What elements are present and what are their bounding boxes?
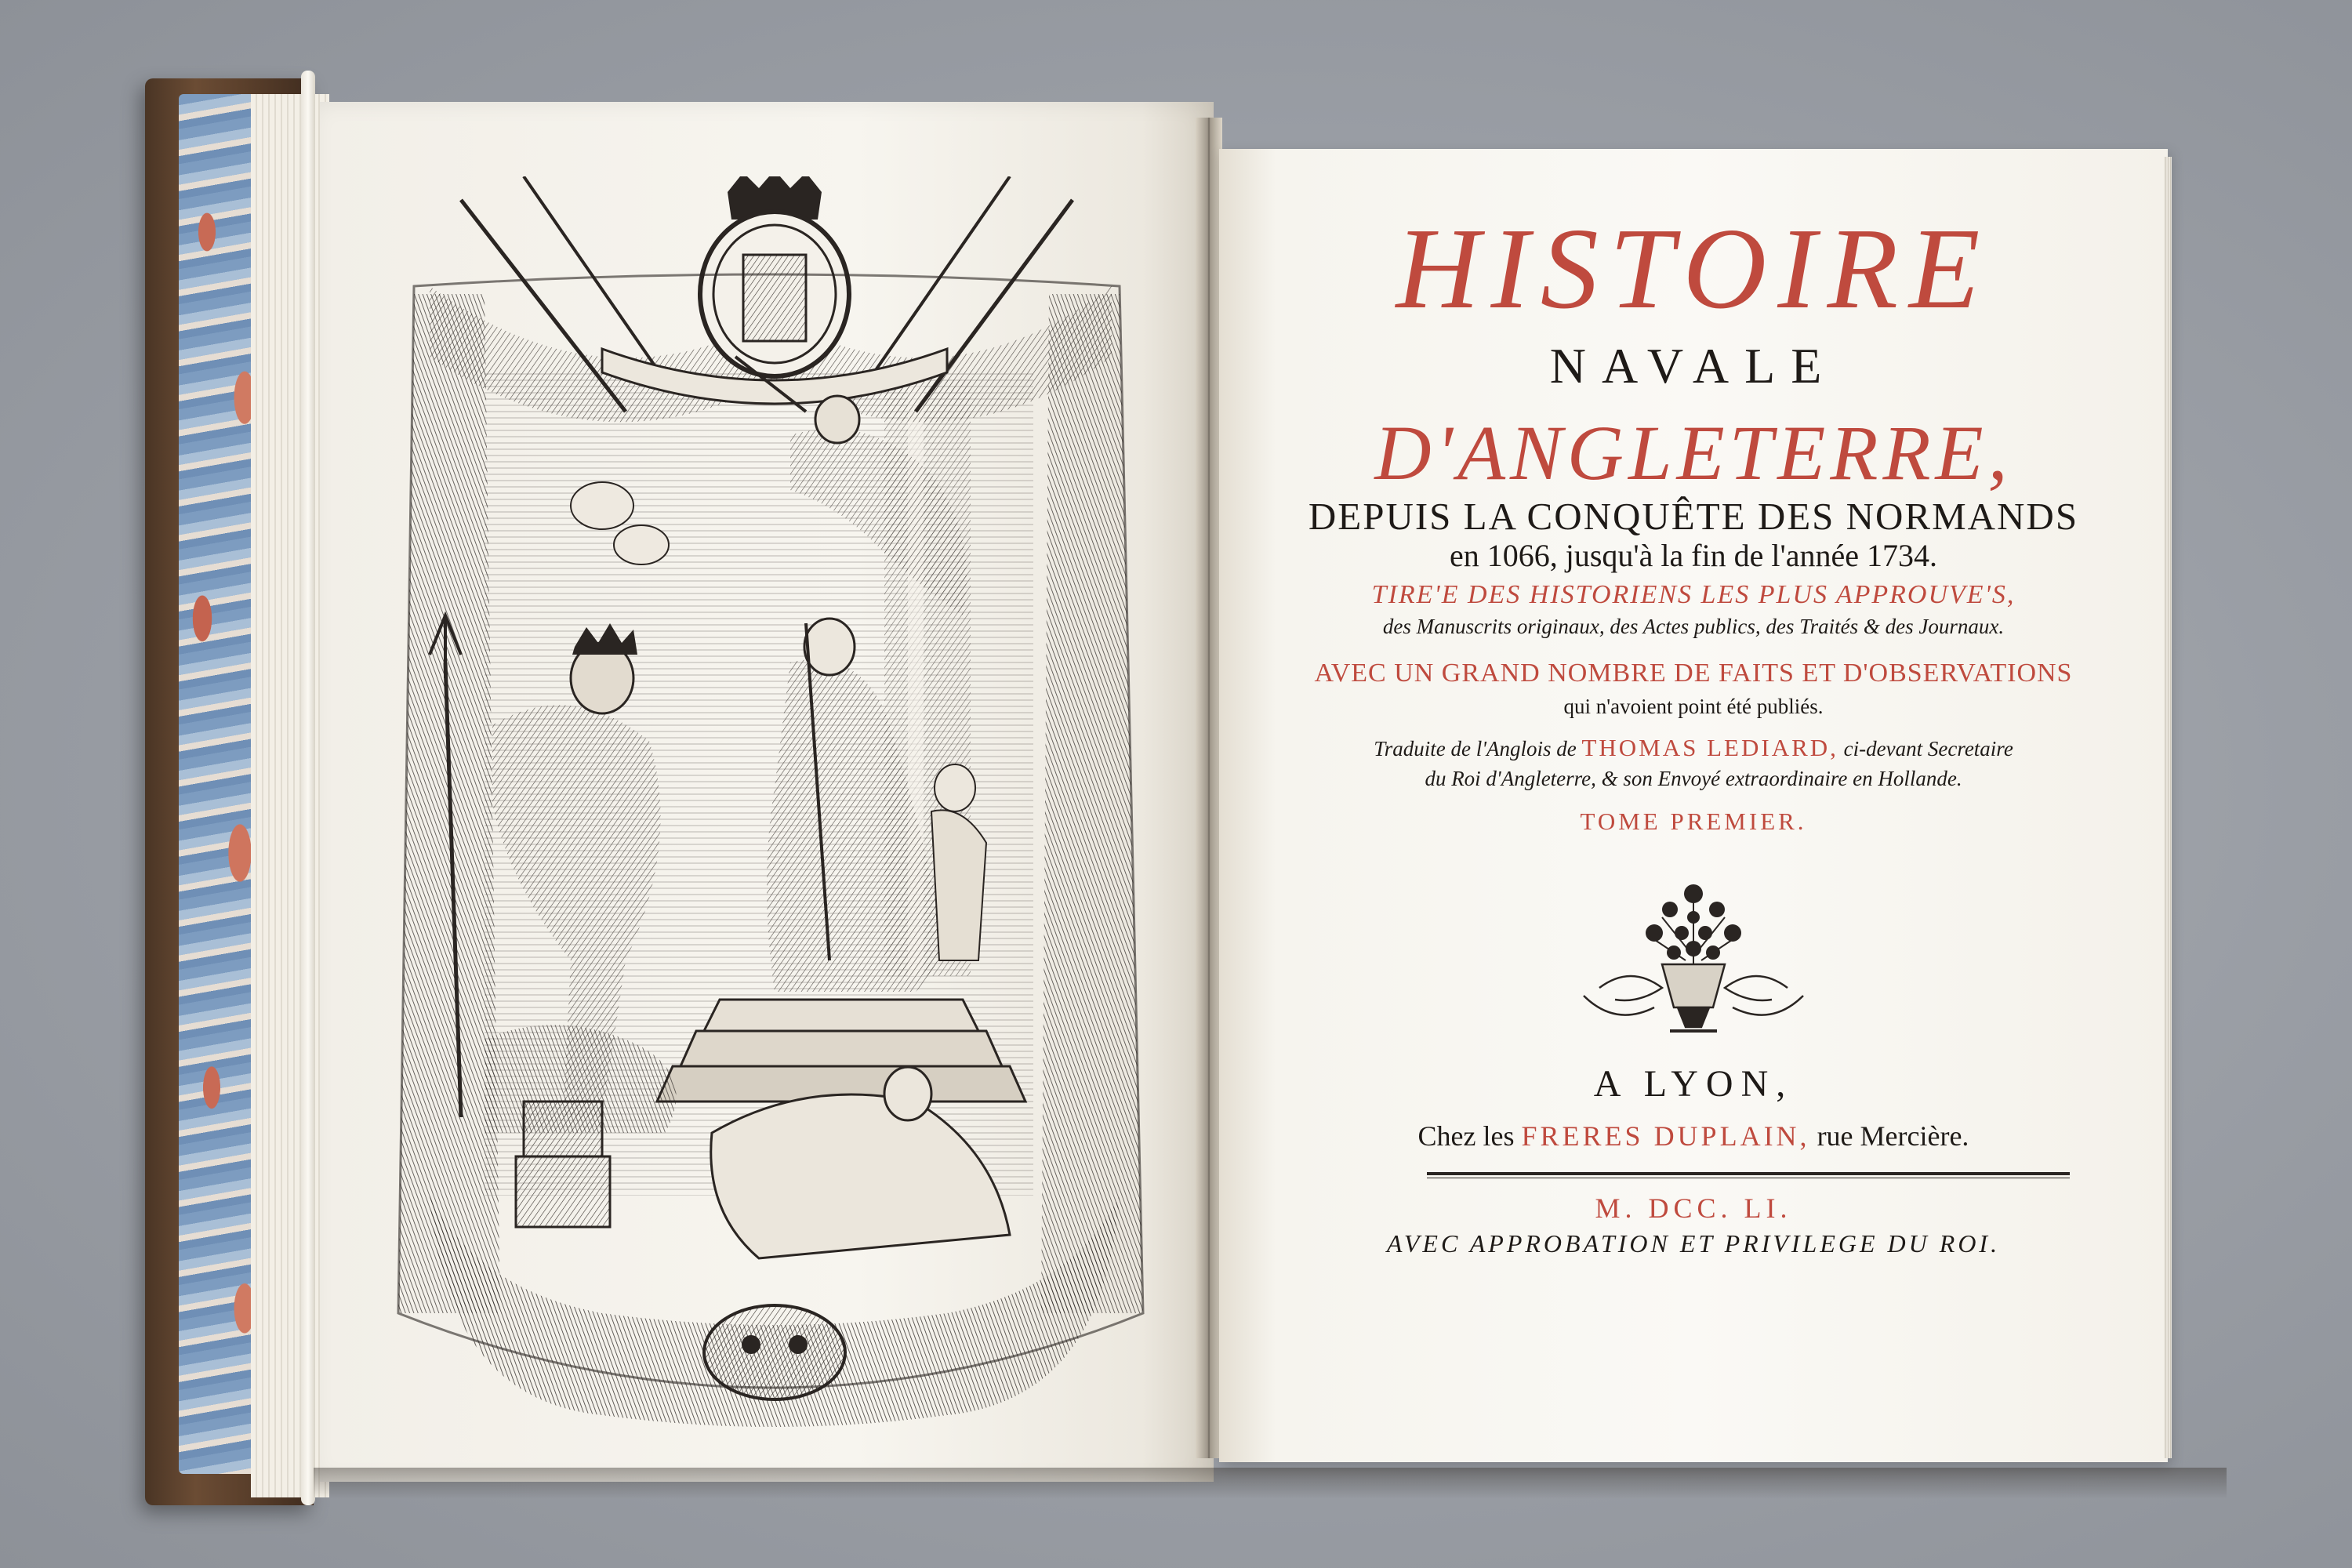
imprint-city: A LYON,	[1593, 1063, 1794, 1105]
title-histoire: HISTOIRE	[1396, 205, 1991, 333]
translator-role: du Roi d'Angleterre, & son Envoyé extraordinaire en Hollande.	[1425, 767, 1962, 790]
translator-line	[1254, 734, 2132, 762]
subtitle-manuscrits: des Manuscrits originaux, des Actes publics, des Traités & des Journaux.	[1382, 615, 2005, 638]
book-shadow	[314, 1468, 2227, 1499]
subtitle-qui: qui n'avoient point été publiés.	[1563, 695, 1824, 718]
volume-label: TOME PREMIER.	[1580, 808, 1807, 835]
imprint-chez: Chez les	[1417, 1120, 1515, 1152]
subtitle-dates: en 1066, jusqu'à la fin de l'année 1734.	[1449, 538, 1938, 573]
imprint-rule	[1427, 1172, 2070, 1175]
imprint-publisher: FRERES DUPLAIN,	[1521, 1120, 1810, 1152]
imprint-privilege: AVEC APPROBATION ET PRIVILEGE DU ROI.	[1386, 1229, 2001, 1258]
imprint-publisher-line	[1254, 1120, 2132, 1152]
title-dangleterre: D'ANGLETERRE,	[1374, 409, 2013, 496]
translator-suffix: ci-devant Secretaire	[1843, 737, 2013, 760]
page-edges-right	[2164, 157, 2172, 1458]
title-navale: NAVALE	[1549, 338, 1838, 394]
flower-vase-ornament	[1568, 870, 1819, 1043]
translator-name: THOMAS LEDIARD,	[1581, 734, 1838, 761]
subtitle-avec: AVEC UN GRAND NOMBRE DE FAITS ET D'OBSERVATIONS	[1314, 659, 2073, 688]
subtitle-depuis: DEPUIS LA CONQUÊTE DES NORMANDS	[1308, 495, 2079, 538]
subtitle-tiree: TIRE'E DES HISTORIENS LES PLUS APPROUVE'S,	[1371, 580, 2016, 609]
translator-prefix: Traduite de l'Anglois de	[1374, 737, 1577, 760]
imprint-year: M. DCC. LI.	[1595, 1192, 1792, 1224]
book-gutter	[1196, 118, 1222, 1458]
frontispiece-engraving	[367, 176, 1174, 1446]
page-edges-left	[251, 94, 329, 1497]
imprint-street: rue Mercière.	[1817, 1120, 1969, 1152]
elastic-strap	[301, 71, 315, 1505]
